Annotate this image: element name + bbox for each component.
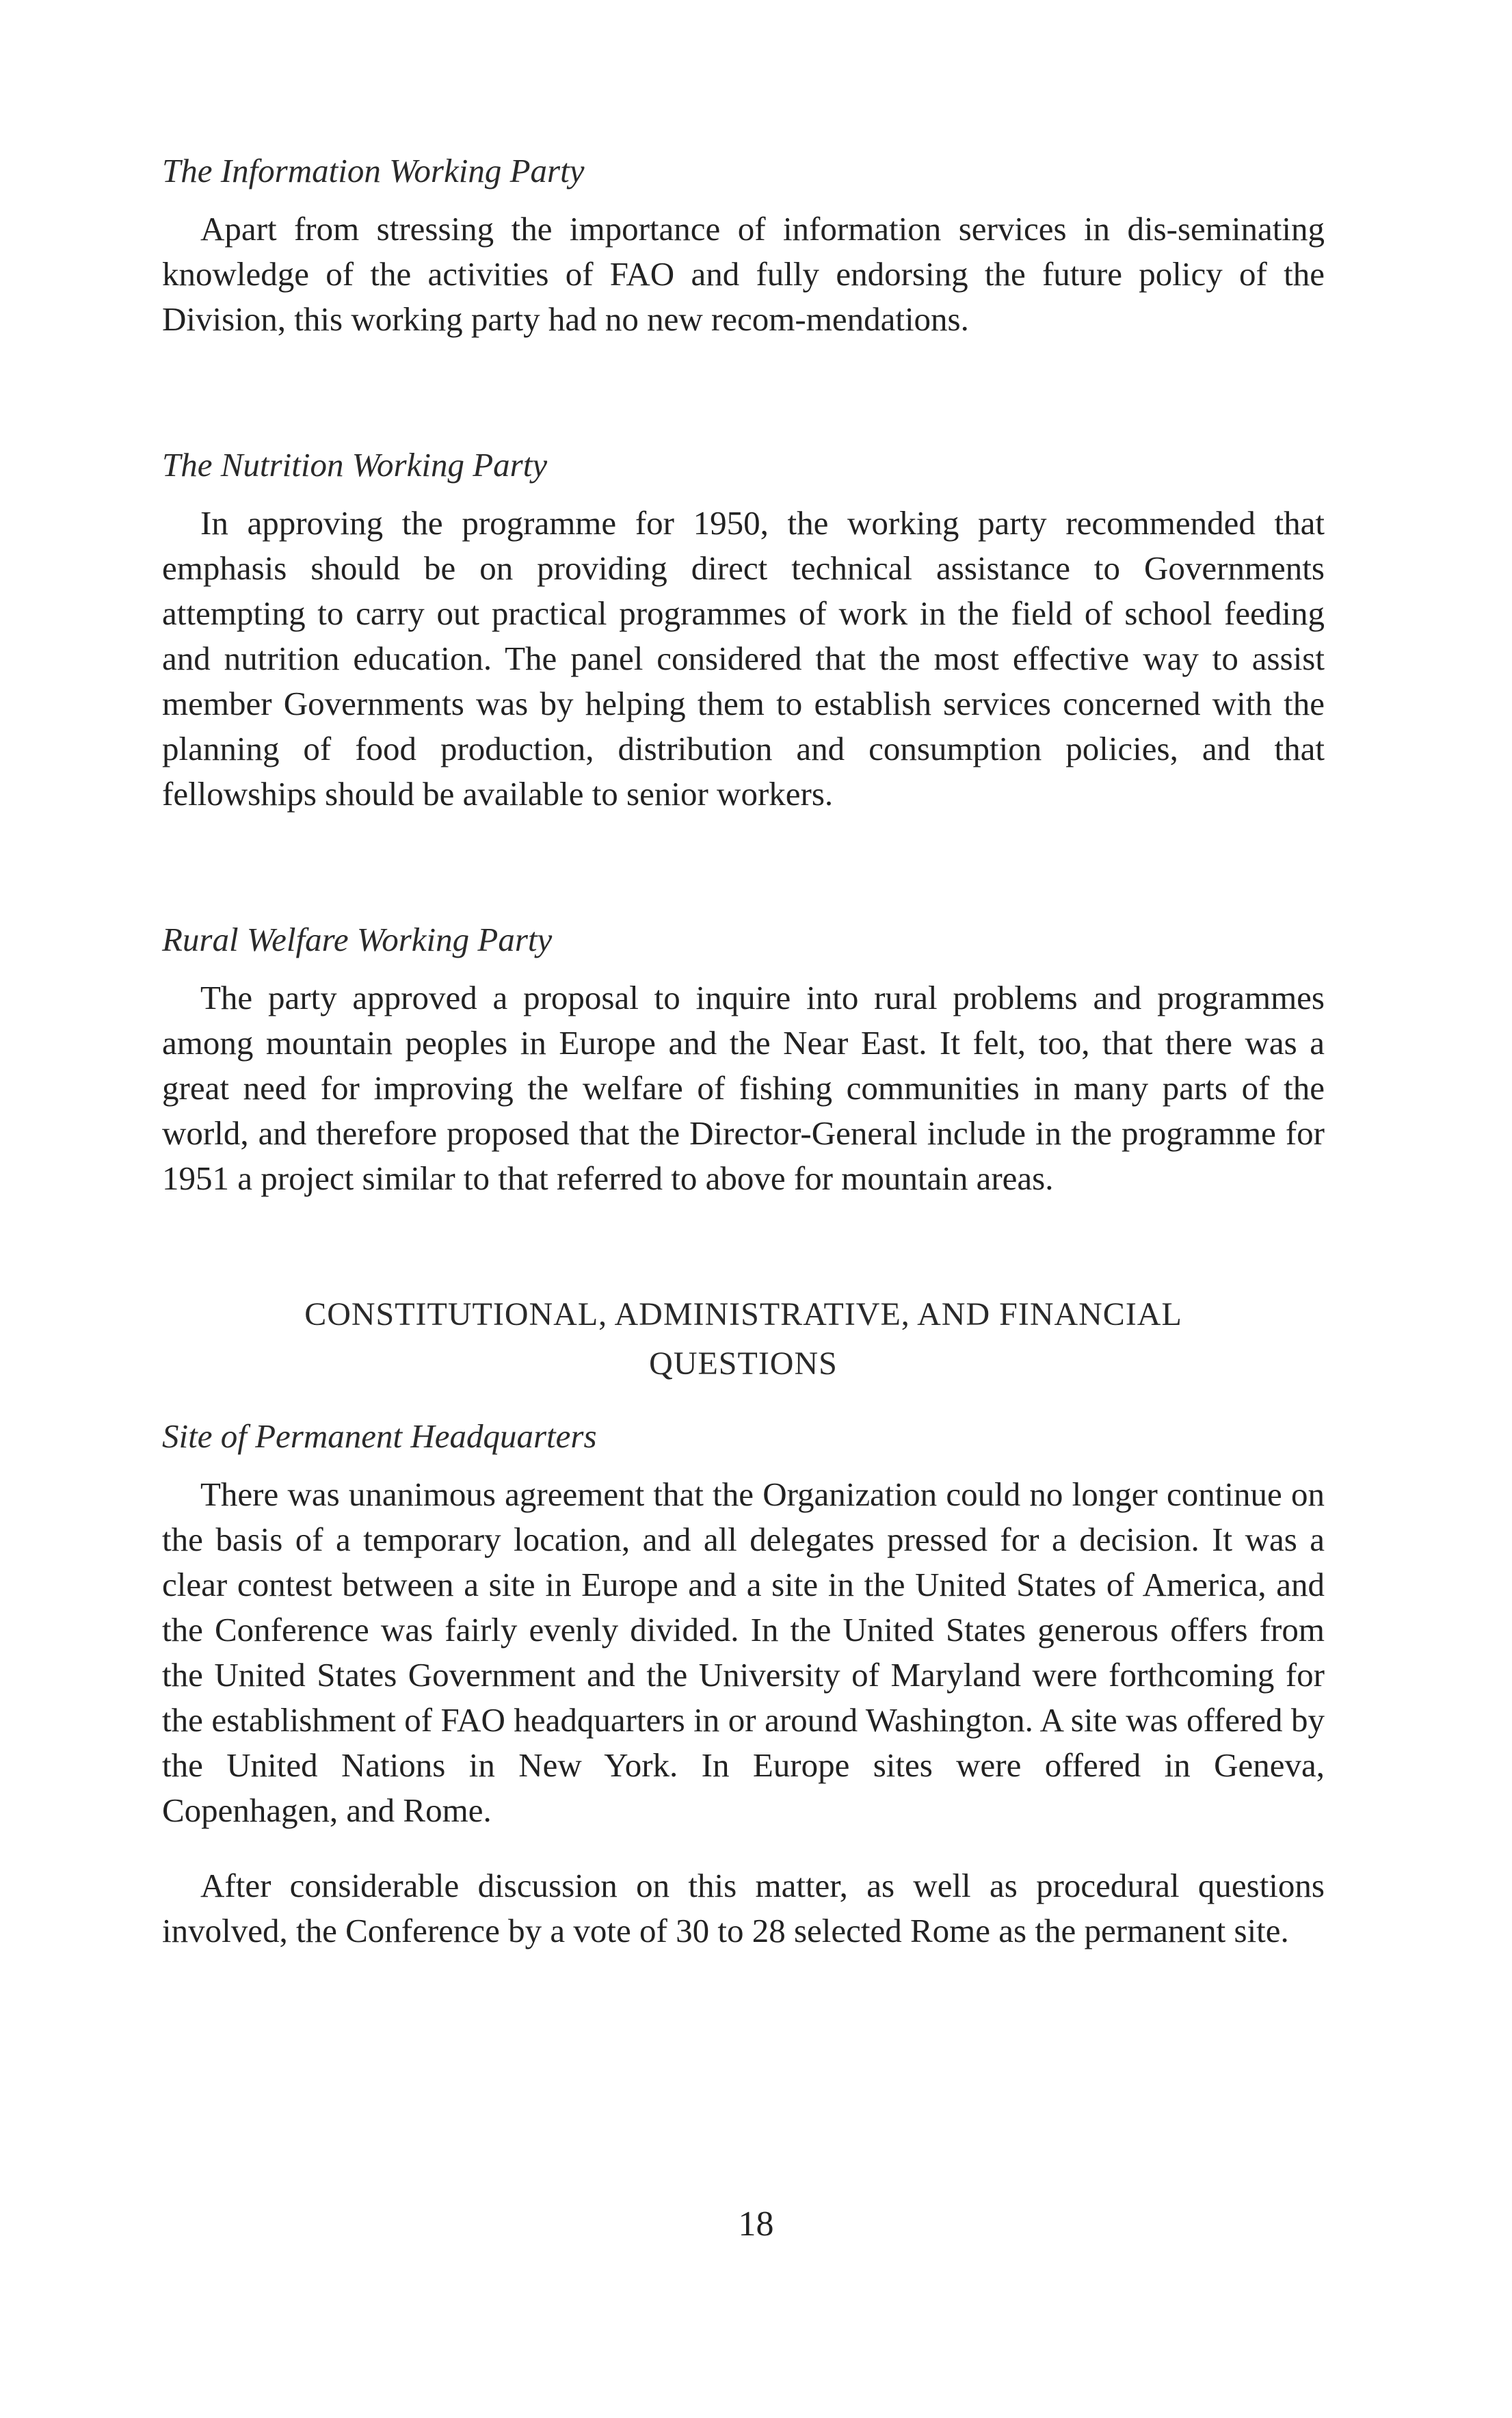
section-paragraph: There was unanimous agreement that the Organization could no longer continue on the basis of a temporary location, and all delegates pressed for a decision. It was a clear contest between a site in Europe and a site in the United States of America, and the Conference was fairly evenly divided. In the United States generous offers from the United States Government and the University of Maryland were forthcoming for the establishment of FAO headquarters in or around Washington. A site was offered by the United Nations in New York. In Europe sites were offered in Geneva, Copenhagen, and Rome. <box>162 1475 1325 1829</box>
section-heading: Site of Permanent Headquarters <box>162 1417 597 1455</box>
major-heading-line-2: QUESTIONS <box>649 1345 838 1382</box>
section-paragraph: Apart from stressing the importance of information services in dis-seminating knowledge of the activities of FAO and fully endorsing the future policy of the Division, this working party had no new recom-mendations. <box>162 210 1325 338</box>
page-number: 18 <box>738 2205 774 2244</box>
headquarters-section <box>162 1416 1325 1954</box>
document-page <box>162 150 1325 1954</box>
section-heading: The Nutrition Working Party <box>162 446 548 484</box>
spacer <box>162 1833 1325 1863</box>
rural-welfare-section <box>162 919 1325 1201</box>
section-paragraph: After considerable discussion on this matter, as well as procedural questions involved, the Conference by a vote of 30 to 28 selected Rome as the permanent site. <box>162 1867 1325 1949</box>
spacer <box>162 342 1325 445</box>
section-paragraph: In approving the programme for 1950, the working party recommended that emphasis should be on providing direct technical assistance to Governments attempting to carry out practical programmes of work in the field of school feeding and nutrition education. The panel considered that the most effective way to assist member Governments was by helping them to establish services concerned with the planning of food production, distribution and consumption policies, and that fellowships should be available to senior workers. <box>162 504 1325 813</box>
major-heading <box>162 1290 1325 1389</box>
major-heading-line-1: CONSTITUTIONAL, ADMINISTRATIVE, AND FINANCIAL <box>304 1296 1182 1332</box>
section-paragraph: The party approved a proposal to inquire into rural problems and programmes among mountain peoples in Europe and the Near East. It felt, too, that there was a great need for improving the welfare of fishing communities in many parts of the world, and therefore proposed that the Director-General include in the programme for 1951 a project similar to that referred to above for mountain areas. <box>162 979 1325 1197</box>
spacer <box>162 817 1325 919</box>
spacer <box>162 1201 1325 1290</box>
section-heading: The Information Working Party <box>162 152 585 189</box>
section-heading: Rural Welfare Working Party <box>162 921 553 958</box>
information-section <box>162 150 1325 342</box>
nutrition-section <box>162 445 1325 817</box>
